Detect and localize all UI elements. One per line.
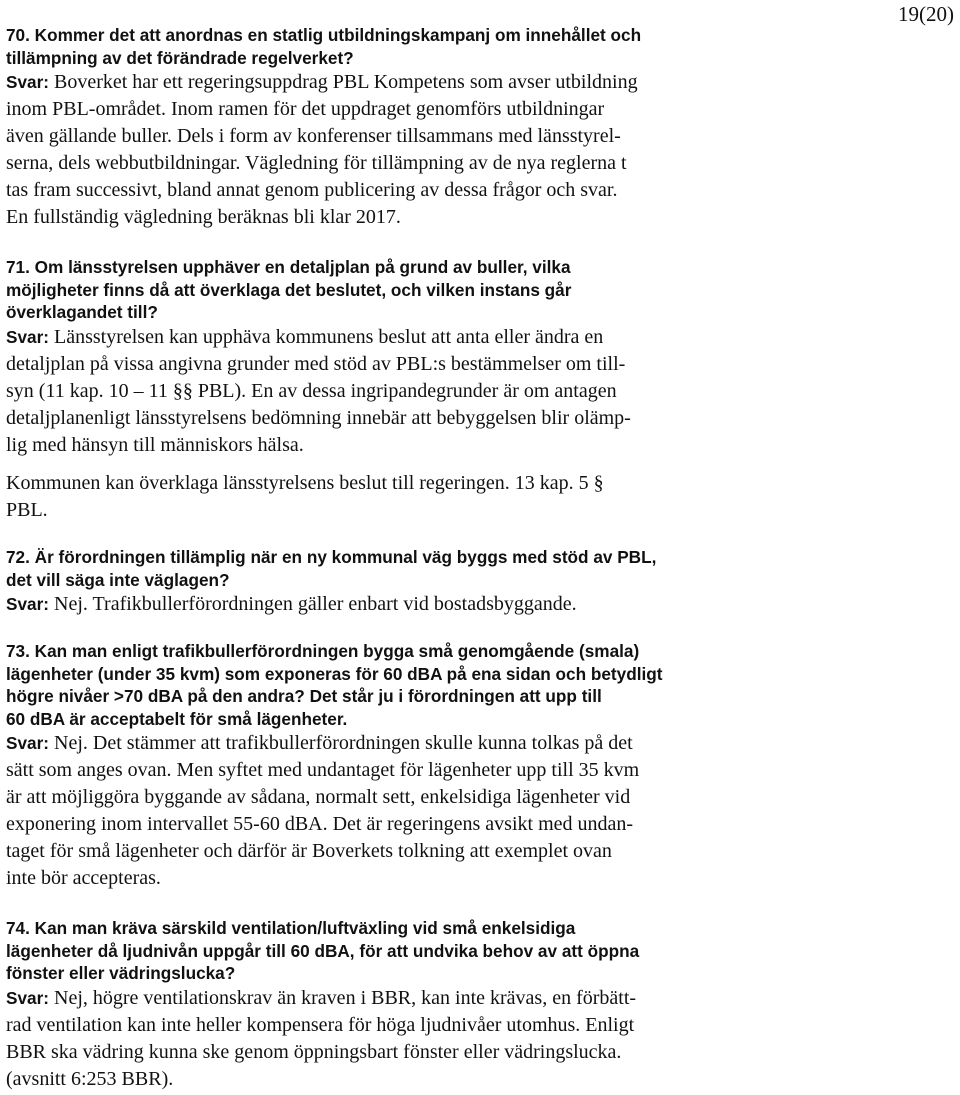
question-73 (6, 640, 766, 730)
answer-line: lig med hänsyn till människors hälsa. (6, 433, 304, 456)
question-line: högre nivåer >70 dBA på den andra? Det står ju i förordningen att upp till (6, 686, 602, 706)
question-line: lägenheter då ljudnivån uppgår till 60 dBA, för att undvika behov av att öppna (6, 940, 640, 961)
answer-label: Svar: (6, 987, 49, 1008)
question-line: lägenheter (under 35 kvm) som exponeras för 60 dBA på ena sidan och betydligt (6, 663, 663, 684)
answer-label: Svar: (6, 733, 49, 753)
answer-line: tas fram successivt, bland annat genom publicering av dessa frågor och svar. (6, 179, 618, 201)
answer-line: Kommunen kan överklaga länsstyrelsens beslut till regeringen. 13 kap. 5 § (6, 471, 604, 494)
question-line: möjligheter finns då att överklaga det beslutet, och vilken instans går (6, 279, 572, 300)
question-70 (6, 24, 766, 69)
answer-line-text: Nej. Trafikbullerförordningen gäller enbart vid bostadsbyggande. (49, 593, 577, 615)
answer-line: detaljplan på vissa angivna grunder med stöd av PBL:s bestämmelser om till- (6, 352, 626, 375)
question-74 (6, 917, 766, 985)
question-line: överklagandet till? (6, 302, 158, 322)
answer-line: detaljplanenligt länsstyrelsens bedömning innebär att bebyggelsen blir olämp- (6, 406, 631, 429)
answer-line (6, 324, 766, 351)
question-line: 72. Är förordningen tillämplig när en ny kommunal väg byggs med stöd av PBL, (6, 547, 657, 567)
answer-line: serna, dels webbutbildningar. Vägledning för tillämpning av de nya reglerna t (6, 152, 627, 174)
qa-item-73 (6, 640, 766, 892)
answer-line-text: Länsstyrelsen kan upphäva kommunens beslut att anta eller ändra en (49, 325, 604, 348)
answer-line: taget för små lägenheter och därför är Boverkets tolkning att exemplet ovan (6, 840, 612, 862)
answer-label: Svar: (6, 72, 49, 92)
page-number: 19(20) (898, 2, 954, 26)
question-line: 71. Om länsstyrelsen upphäver en detaljplan på grund av buller, vilka (6, 257, 571, 277)
answer-70 (6, 69, 766, 231)
answer-line: inom PBL-området. Inom ramen för det uppdraget genomförs utbildningar (6, 98, 605, 120)
answer-line: inte bör accepteras. (6, 867, 161, 889)
qa-item-70 (6, 24, 766, 231)
answer-line: sätt som anges ovan. Men syftet med undantaget för lägenheter upp till 35 kvm (6, 759, 640, 781)
qa-item-71 (6, 256, 766, 524)
answer-line: rad ventilation kan inte heller kompensera för höga ljudnivåer utomhus. Enligt (6, 1013, 635, 1036)
answer-line-text: Nej. Det stämmer att trafikbullerförordningen skulle kunna tolkas på det (49, 732, 633, 754)
question-line: det vill säga inte väglagen? (6, 569, 230, 590)
answer-line-text: Boverket har ett regeringsuppdrag PBL Kompetens som avser utbildning (49, 71, 638, 93)
answer-line-text: Nej, högre ventilationskrav än kraven i BBR, kan inte krävas, en förbätt- (49, 986, 637, 1009)
question-line: 74. Kan man kräva särskild ventilation/luftväxling vid små enkelsidiga (6, 918, 576, 938)
question-line: tillämpning av det förändrade regelverket? (6, 47, 354, 68)
answer-line: är att möjliggöra byggande av sådana, normalt sett, enkelsidiga lägenheter vid (6, 786, 631, 808)
answer-74 (6, 985, 766, 1093)
answer-line: även gällande buller. Dels i form av konferenser tillsammans med länsstyrel- (6, 125, 621, 147)
answer-line (6, 69, 766, 96)
answer-line: PBL. (6, 498, 48, 521)
question-line: 60 dBA är acceptabelt för små lägenheter. (6, 708, 348, 729)
answer-73 (6, 730, 766, 892)
answer-71 (6, 324, 766, 459)
answer-line: exponering inom intervallet 55-60 dBA. Det är regeringens avsikt med undan- (6, 813, 634, 835)
qa-item-72 (6, 546, 766, 618)
answer-label: Svar: (6, 326, 49, 347)
answer-line (6, 591, 766, 618)
question-71 (6, 256, 766, 324)
question-line: 70. Kommer det att anordnas en statlig utbildningskampanj om innehållet och (6, 25, 642, 45)
answer-71-extra (6, 470, 766, 524)
answer-line: syn (11 kap. 10 – 11 §§ PBL). En av dessa ingripandegrunder är om antagen (6, 379, 617, 402)
answer-line (6, 730, 766, 757)
answer-line: (avsnitt 6:253 BBR). (6, 1067, 174, 1090)
answer-72 (6, 591, 766, 618)
qa-item-74 (6, 917, 766, 1093)
answer-line (6, 985, 766, 1012)
question-line: fönster eller vädringslucka? (6, 963, 236, 983)
answer-label: Svar: (6, 594, 49, 614)
question-72 (6, 546, 766, 591)
answer-line: BBR ska vädring kunna ske genom öppningsbart fönster eller vädringslucka. (6, 1040, 622, 1063)
question-line: 73. Kan man enligt trafikbullerförordningen bygga små genomgående (smala) (6, 641, 640, 661)
answer-line: En fullständig vägledning beräknas bli klar 2017. (6, 206, 401, 228)
